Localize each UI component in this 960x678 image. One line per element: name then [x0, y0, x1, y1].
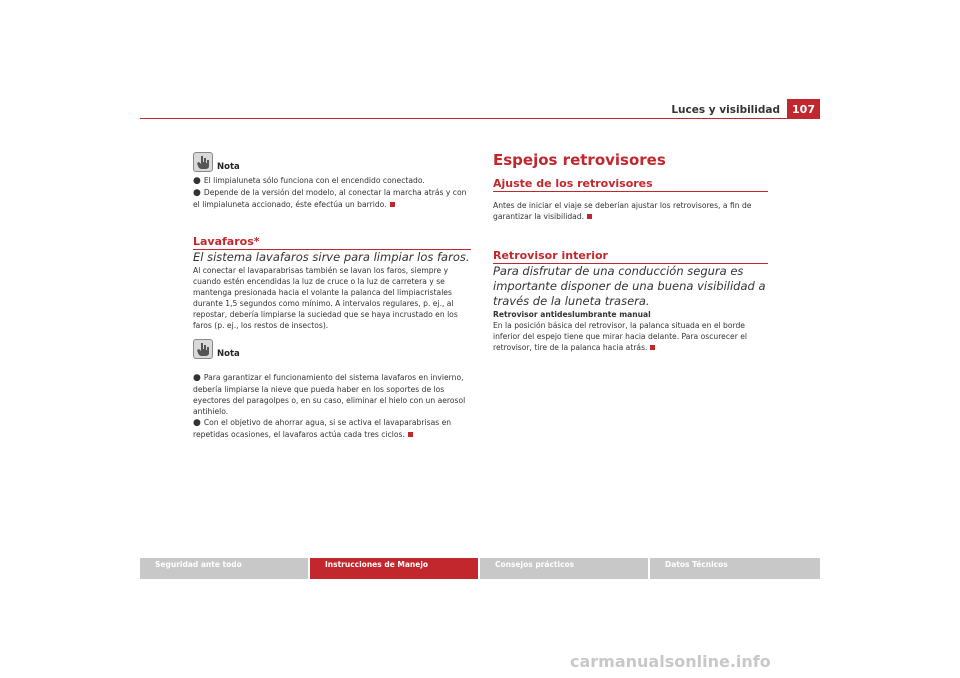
- end-marker-icon: [650, 345, 655, 350]
- body-paragraph: Al conectar el lavaparabrisas también se lavan los faros, siempre y cuando estén encendidas la luz de cruce o la luz de carretera y se mantenga presionada hacia el volante la palanca del limpiacristales durante 1,5 segundos como mínimo. A intervalos regulares, p. ej., al repostar, debería limpiarse la suciedad que se haya incrustado en los faros (p. ej., los restos de insectos).: [193, 266, 458, 330]
- page-number-badge: 107: [787, 99, 820, 119]
- list-item: ● Para garantizar el funcionamiento del sistema lavafaros en invierno, debería limpiarse la nieve que pueda haber en los soportes de los eyectores del paragolpes o, en su caso, eliminar el hielo con un aerosol antihielo.: [193, 373, 466, 416]
- chapter-title: Espejos retrovisores: [493, 151, 666, 169]
- list-item: ● Depende de la versión del modelo, al conectar la marcha atrás y con el limpialuneta accionado, éste efectúa un barrido.: [193, 188, 467, 209]
- note-heading: [193, 339, 471, 359]
- note-label: Nota: [217, 349, 240, 359]
- note-hand-icon: [193, 339, 213, 359]
- subheading: Retrovisor antideslumbrante manual: [493, 310, 651, 319]
- left-column: [193, 152, 471, 440]
- footer-tab-datos[interactable]: Datos Técnicos: [650, 558, 820, 579]
- list-item: ● Con el objetivo de ahorrar agua, si se activa el lavaparabrisas en repetidas ocasiones, el lavafaros actúa cada tres ciclos.: [193, 418, 452, 439]
- right-column: [493, 151, 768, 353]
- section-intro: Para disfrutar de una conducción segura es importante disponer de una buena visibilidad a través de la luneta trasera.: [493, 264, 766, 308]
- section-intro: El sistema lavafaros sirve para limpiar los faros.: [193, 250, 470, 264]
- note-label: Nota: [217, 162, 240, 172]
- body-paragraph: En la posición básica del retrovisor, la palanca situada en el borde inferior del espejo tiene que mirar hacia delante. Para oscurecer el retrovisor, tire de la palanca hacia atrás.: [493, 321, 748, 352]
- section-title-ajuste: Ajuste de los retrovisores: [493, 178, 768, 192]
- watermark: carmanualsonline.info: [570, 652, 771, 671]
- footer-tab-instrucciones[interactable]: Instrucciones de Manejo: [310, 558, 478, 579]
- note-hand-icon: [193, 152, 213, 172]
- bullet-icon: ●: [193, 176, 201, 186]
- bullet-icon: ●: [193, 373, 201, 383]
- note-heading: [193, 152, 471, 172]
- end-marker-icon: [390, 202, 395, 207]
- bullet-icon: ●: [193, 188, 201, 198]
- list-item: ● El limpialuneta sólo funciona con el encendido conectado.: [193, 176, 425, 186]
- end-marker-icon: [408, 432, 413, 437]
- running-header-title: Luces y visibilidad: [671, 104, 780, 116]
- header-rule: [140, 118, 820, 119]
- footer-tab-seguridad[interactable]: Seguridad ante todo: [140, 558, 308, 579]
- footer-tab-consejos[interactable]: Consejos prácticos: [480, 558, 648, 579]
- section-title-lavafaros: Lavafaros*: [193, 236, 471, 250]
- bullet-icon: ●: [193, 418, 201, 428]
- section-title-interior: Retrovisor interior: [493, 250, 768, 264]
- end-marker-icon: [587, 214, 592, 219]
- body-paragraph: Antes de iniciar el viaje se deberían ajustar los retrovisores, a fin de garantizar la visibilidad.: [493, 201, 752, 221]
